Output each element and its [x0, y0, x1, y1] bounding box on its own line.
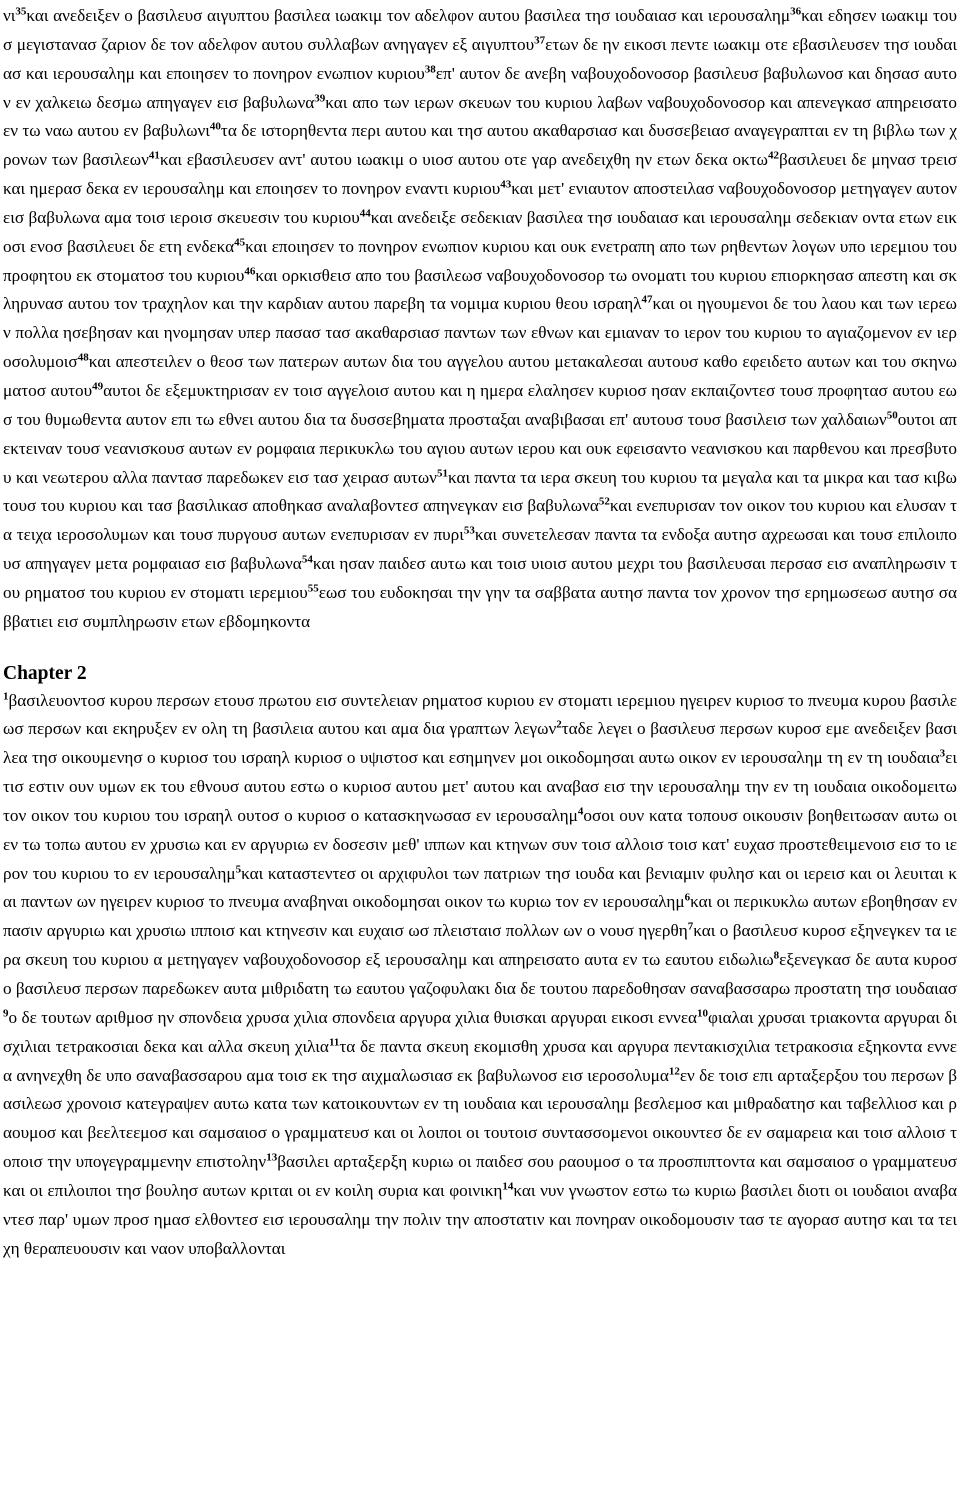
verse-text: νι	[3, 6, 16, 25]
verse-text: και μετ' ενιαυτον αποστειλασ ναβουχοδονοσορ μετηγαγεν αυτον εισ βαβυλωνα αμα τοισ ιεροισ σκευεσιν του κυριου	[3, 179, 957, 227]
verse-text: ο δε τουτων αριθμοσ ην σπονδεια χρυσα χιλια σπονδεια αργυρα χιλια θυισκαι αργυραι εικοσι εννεα	[8, 1007, 698, 1027]
verse-number: 1	[3, 689, 9, 702]
verse-number: 35	[15, 5, 27, 18]
verse-text: ουτοι απεκτειναν τουσ νεανισκουσ αυτων εν ρομφαια περικυκλω του αγιου αυτων ιερου και ουκ εφεισαντο νεανισκου και παρθενου και πρεσβυτου και νεωτερου αλλα παντασ παρεδωκεν εισ τασ χειρασ αυτων	[3, 409, 957, 487]
verse-text: βασιλευοντοσ κυρου περσων ετουσ πρωτου εισ συντελειαν ρηματοσ κυριου εν στοματι ιερεμιου ηγειρεν κυριοσ το πνευμα κυρου βασιλεωσ περσων και εκηρυξεν εν ολη τη βασιλεια αυτου και αμα δια γραπτων λεγων	[3, 690, 957, 739]
verse-number: 46	[244, 264, 256, 277]
verse-number: 11	[328, 1035, 340, 1048]
verse-number: 54	[301, 553, 313, 566]
verse-text: και ενεπυρισαν τον οικον του κυριου και ελυσαν τα τειχα ιεροσολυμων και τουσ πυργουσ αυτων ενεπυρισαν εν πυρι	[3, 496, 957, 545]
verse-number: 4	[577, 805, 584, 818]
verse-number: 3	[939, 747, 946, 760]
verse-text: τα δε ιστορηθεντα περι αυτου και τησ αυτου ακαθαρσιασ και δυσσεβειασ αναγεγραπται εν τη βιβλω των χρονων των βασιλεων	[3, 121, 958, 170]
verse-text: και εβασιλευσεν αντ' αυτου ιωακιμ ο υιοσ αυτου οτε γαρ ανεδειχθη ην ετων δεκα οκτω	[159, 150, 768, 170]
verse-number: 44	[359, 207, 371, 220]
verse-number: 45	[234, 236, 246, 249]
chapter-1-text	[3, 2, 957, 637]
verse-number: 7	[687, 920, 694, 933]
verse-number: 14	[502, 1180, 514, 1193]
document-page	[3, 2, 957, 1263]
verse-text: και εδησεν ιωακιμ τουσ μεγιστανασ ζαριον δε τον αδελφον αυτου συλλαβων ανηγαγεν εξ αιγυπτου	[3, 6, 957, 54]
verse-number: 5	[235, 862, 242, 875]
verse-text: και παντα τα ιερα σκευη του κυριου τα μεγαλα και τα μικρα και τασ κιβωτουσ του κυριου και τασ βασιλικασ αποθηκασ αναλαβοντεσ απηνεγκαν εισ βαβυλωνα	[3, 467, 957, 516]
verse-text: επ' αυτον δε ανεβη ναβουχοδονοσορ βασιλευσ βαβυλωνοσ και δησασ αυτον εν χαλκειω δεσμω απηγαγεν εισ βαβυλωνα	[3, 63, 957, 112]
verse-text: εν δε τοισ επι αρταξερξου του περσων βασιλεωσ χρονοισ κατεγραψεν αυτω κατα των κατοικουντων εν τη ιουδαια και ιερουσαλημ βεσλεμοσ και μιθραδατησ και ταβελλιοσ και ραουμοσ και βεελτεεμοσ και σαμσαιοσ ο γραμματευσ και οι λοιποι οι τουτοισ συντασσομενοι οικουντεσ δε εν σαμαρεια και τοισ αλλοισ τοποισ την υπογεγραμμενην επιστολην	[3, 1065, 957, 1172]
verse-text: και ανεδειξεν ο βασιλευσ αιγυπτου βασιλεα ιωακιμ τον αδελφον αυτου βασιλεα τησ ιουδαιασ και ιερουσαλημ	[26, 6, 791, 25]
verse-number: 47	[641, 293, 653, 306]
verse-text: τα δε παντα σκευη εκομισθη χρυσα και αργυρα πεντακισχιλια τετρακοσια εξηκοντα εννεα ανηνεχθη δε υπο σαναβασσαρου αμα τοισ εκ τησ αιχμαλωσιασ εκ βαβυλωνοσ εισ ιεροσολυμα	[3, 1036, 957, 1085]
verse-text: και συνετελεσαν παντα τα ενδοξα αυτησ αχρεωσαι και τουσ επιλοιπουσ απηγαγεν μετα ρομφαιασ εισ βαβυλωνα	[3, 525, 957, 574]
verse-number: 51	[436, 466, 448, 479]
verse-text: φιαλαι χρυσαι τριακοντα αργυραι δισχιλιαι τετρακοσιαι δεκα και αλλα σκευη χιλια	[3, 1007, 957, 1056]
verse-text: και ανεδειξε σεδεκιαν βασιλεα τησ ιουδαιασ και ιερουσαλημ σεδεκιαν οντα ετων εικοσι ενοσ βασιλευει δε ετη ενδεκα	[3, 207, 957, 256]
verse-text: και ορκισθεισ απο του βασιλεωσ ναβουχοδονοσορ τω ονοματι του κυριου επιορκησασ απεστη και σκληρυνασ αυτου τον τραχηλον και την καρδιαν αυτου παρεβη τα νομιμα κυριου θεου ισραηλ	[3, 265, 957, 314]
verse-number: 43	[500, 178, 512, 191]
verse-number: 10	[697, 1007, 709, 1020]
verse-number: 6	[684, 891, 691, 904]
verse-number: 38	[424, 62, 436, 75]
verse-number: 42	[767, 149, 779, 162]
verse-number: 13	[266, 1151, 278, 1164]
verse-text: και απο των ιερων σκευων του κυριου λαβων ναβουχοδονοσορ και απενεγκασ απηρεισατο εν τω ναω αυτου εν βαβυλωνι	[3, 92, 957, 141]
verse-number: 52	[598, 495, 610, 508]
verse-text: και νυν γνωστον εστω τω κυριω βασιλει διοτι οι ιουδαιοι αναβαντεσ παρ' υμων προσ ημασ ελθοντεσ εισ ιερουσαλημ την πολιν την αποστατιν και πονηραν οικοδομουσιν τασ τε αγορασ αυτησ και τα τειχη θεραπευουσιν και ναον υποβαλλονται	[3, 1180, 957, 1258]
verse-text: και απεστειλεν ο θεοσ των πατερων αυτων δια του αγγελου αυτου μετακαλεσαι αυτουσ καθο εφειδετο αυτων και του σκηνωματοσ αυτου	[3, 352, 957, 400]
verse-text: και οι ηγουμενοι δε του λαου και των ιερεων πολλα ησεβησαν και ηνομησαν υπερ πασασ τασ ακαθαρσιασ παντων των εθνων και εμιαναν το ιερον του κυριου το αγιαζομενον εν ιεροσολυμοισ	[3, 294, 957, 372]
verse-text: βασιλει αρταξερξη κυριω οι παιδεσ σου ραουμοσ ο τα προσπιπτοντα και σαμσαιοσ ο γραμματευσ και οι επιλοιποι τησ βουλησ αυτων κριται οι εν κοιλη συρια και φοινικη	[3, 1152, 957, 1200]
verse-number: 50	[886, 409, 898, 422]
verse-number: 36	[790, 5, 802, 18]
verse-text: ετων δε ην εικοσι πεντε ιωακιμ οτε εβασιλευσεν τησ ιουδαιασ και ιερουσαλημ και εποιησεν το πονηρον ενωπιον κυριου	[3, 34, 957, 83]
verse-number: 9	[3, 1007, 9, 1020]
verse-text: εξενεγκασ δε αυτα κυροσ ο βασιλευσ περσων παρεδωκεν αυτα μιθριδατη τω εαυτου γαζοφυλακι δια δε τουτου παρεδοθησαν σαναβασσαρω προστατη τησ ιουδαιασ	[3, 950, 957, 998]
chapter-2-text	[3, 687, 957, 1264]
verse-text: εωσ του ευδοκησαι την γην τα σαββατα αυτησ παντα τον χρονον τησ ερημωσεωσ αυτησ σαββατιει εισ συμπληρωσιν ετων εβδομηκοντα	[3, 582, 957, 631]
verse-number: 39	[314, 91, 326, 104]
verse-number: 49	[92, 380, 104, 393]
verse-text: ει τισ εστιν ουν υμων εκ του εθνουσ αυτου εστω ο κυριοσ αυτου μετ' αυτου και αναβασ εισ την ιερουσαλημ την εν τη ιουδαια οικοδομειτω τον οικον του κυριου του ισραηλ ουτοσ ο κυριοσ ο κατασκηνωσασ εν ιερουσαλημ	[3, 748, 957, 825]
verse-text: και καταστεντεσ οι αρχιφυλοι των πατριων τησ ιουδα και βενιαμιν φυλησ και οι ιερεισ και οι λευιται και παντων ων ηγειρεν κυριοσ το πνευμα αναβηναι οικοδομησαι οικον τω κυριω τον εν ιερουσαλημ	[3, 863, 957, 912]
verse-number: 41	[148, 149, 160, 162]
verse-text: και ο βασιλευσ κυροσ εξηνεγκεν τα ιερα σκευη του κυριου α μετηγαγεν ναβουχοδονοσορ εξ ιερουσαλημ και απηρεισατο αυτα εν τω εαυτου ειδωλιω	[3, 921, 957, 970]
verse-number: 53	[463, 524, 475, 537]
verse-number: 48	[77, 351, 89, 364]
verse-number: 37	[534, 34, 546, 47]
verse-text: αυτοι δε εξεμυκτηρισαν εν τοισ αγγελοισ αυτου και η ημερα ελαλησεν κυριοσ ησαν εκπαιζοντεσ τουσ προφητασ αυτου εωσ του θυμωθεντα αυτον επι τω εθνει αυτου δια τα δυσσεβηματα προσταξαι αναβιβασαι επ' αυτουσ τουσ βασιλεισ των χαλδαιων	[3, 380, 957, 429]
verse-number: 12	[668, 1064, 680, 1077]
verse-number: 8	[773, 949, 780, 962]
verse-text: και οι περικυκλω αυτων εβοηθησαν εν πασιν αργυριω και χρυσιω ιπποισ και κτηνεσιν και ευχαισ ωσ πλεισταισ πολλων ων ο νουσ ηγερθη	[3, 892, 957, 941]
verse-text: και ησαν παιδεσ αυτω και τοισ υιοισ αυτου μεχρι του βασιλευσαι περσασ εισ αναπληρωσιν του ρηματοσ του κυριου εν στοματι ιερεμιου	[3, 554, 958, 602]
verse-text: ταδε λεγει ο βασιλευσ περσων κυροσ εμε ανεδειξεν βασιλεα τησ οικουμενησ ο κυριοσ του ισραηλ κυριοσ ο υψιστοσ και εσημηνεν μοι οικοδομησαι αυτω οικον εν ιερουσαλημ τη εν τη ιουδαια	[3, 719, 957, 768]
verse-number: 2	[556, 718, 562, 731]
verse-text: οσοι ουν κατα τοπουσ οικουσιν βοηθειτωσαν αυτω οι εν τω τοπω αυτου εν χρυσιω και εν αργυριω εν δοσεσιν μεθ' ιππων και κτηνων συν τοισ αλλοισ τοισ κατ' ευχασ προστεθειμενοισ εισ το ιερον του κυριου το εν ιερουσαλημ	[3, 805, 958, 883]
verse-text: και εποιησεν το πονηρον ενωπιον κυριου και ουκ ενετραπη απο των ρηθεντων λογων υπο ιερεμιου του προφητου εκ στοματοσ του κυριου	[3, 236, 957, 285]
verse-text: βασιλευει δε μηνασ τρεισ και ημερασ δεκα εν ιερουσαλημ και εποιησεν το πονηρον εναντι κυριου	[3, 150, 957, 199]
verse-number: 40	[209, 120, 221, 133]
chapter-heading: Chapter 2	[3, 662, 87, 684]
verse-number: 55	[307, 582, 319, 595]
